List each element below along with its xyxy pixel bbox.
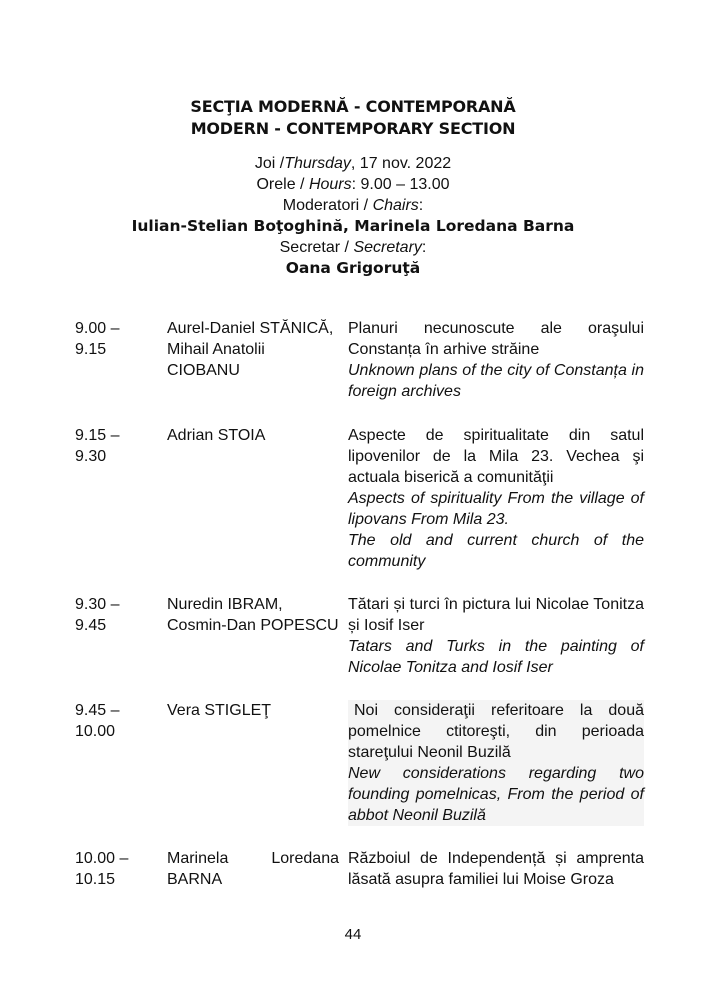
secretary-ro: Secretar / <box>279 239 354 256</box>
secretary-colon: : <box>421 239 427 256</box>
program-entry <box>75 848 662 890</box>
author-line: Mihail Anatolii <box>167 341 265 358</box>
time-end: 9.15 <box>75 341 107 358</box>
time-slot <box>75 425 167 572</box>
section-title-ro: SECŢIA MODERNĂ - CONTEMPORANĂ <box>190 97 516 116</box>
paper-title-ro: Tătari și turci în pictura lui Nicolae Tonitza și Iosif Iser <box>348 596 644 634</box>
paper-title-en: Unknown plans of the city of Constanța in foreign archives <box>348 362 644 400</box>
time-end: 10.00 <box>75 723 116 740</box>
session-hours <box>0 174 706 195</box>
program-entry <box>75 594 662 678</box>
secretary-en: Secretary <box>353 239 422 256</box>
time-start: 9.15 – <box>75 427 120 444</box>
time-slot <box>75 848 167 890</box>
secretary-label <box>0 237 706 258</box>
program-list <box>75 318 662 890</box>
authors <box>167 425 348 572</box>
session-info <box>0 153 706 279</box>
program-entry <box>75 318 662 402</box>
paper-title-en: The old and current church of the community <box>348 532 644 570</box>
time-slot <box>75 594 167 678</box>
time-start: 9.00 – <box>75 320 120 337</box>
chairs-label <box>0 195 706 216</box>
paper-title-en: Aspects of spirituality From the village of lipovans From Mila 23. <box>348 490 644 528</box>
paper-title <box>348 848 644 890</box>
date-value: , 17 nov. 2022 <box>350 155 452 172</box>
session-date <box>0 153 706 174</box>
paper-title-ro: Aspecte de spiritualitate din satul lipovenilor de la Mila 23. Vechea şi actuala biserică a comunităţii <box>348 427 644 486</box>
paper-title <box>348 318 644 402</box>
author-line: Aurel-Daniel STĂNICĂ, <box>167 320 334 337</box>
authors <box>167 700 348 826</box>
paper-title-ro: Planuri necunoscute ale oraşului Constanța în arhive străine <box>348 320 644 358</box>
page-number: 44 <box>344 926 362 943</box>
paper-title <box>348 594 644 678</box>
hours-value: : 9.00 – 13.00 <box>351 176 450 193</box>
author-line: Marinela Loredana <box>167 850 339 867</box>
time-end: 9.30 <box>75 448 107 465</box>
paper-title <box>348 700 644 826</box>
hours-ro: Orele / <box>256 176 309 193</box>
paper-title-ro: Noi consideraţii referitoare la două pomelnice ctitoreşti, din perioada stareţului Neonil Buzilă <box>348 702 644 761</box>
author-line: CIOBANU <box>167 362 240 379</box>
paper-title-en: Tatars and Turks in the painting of Nicolae Tonitza and Iosif Iser <box>348 638 644 676</box>
time-slot <box>75 318 167 402</box>
authors <box>167 848 339 890</box>
paper-title <box>348 425 644 572</box>
author-line: Vera STIGLEŢ <box>167 702 272 719</box>
authors <box>167 594 348 678</box>
time-start: 9.45 – <box>75 702 120 719</box>
author-line: Adrian STOIA <box>167 427 266 444</box>
paper-title-en: New considerations regarding two founding pomelnicas, From the period of abbot Neonil Buzilă <box>348 765 644 824</box>
time-start: 10.00 – <box>75 850 129 867</box>
program-entry <box>75 425 662 572</box>
time-end: 10.15 <box>75 871 116 888</box>
program-header <box>0 96 706 279</box>
chairs-ro: Moderatori / <box>282 197 373 214</box>
chairs-colon: : <box>418 197 424 214</box>
chairs-names: Iulian-Stelian Boţoghină, Marinela Loredana Barna <box>131 217 575 235</box>
author-line: Nuredin IBRAM, <box>167 596 283 613</box>
author-line: BARNA <box>167 871 223 888</box>
authors <box>167 318 348 402</box>
day-en: Thursday <box>284 155 351 172</box>
author-line: Cosmin-Dan POPESCU <box>167 617 339 634</box>
time-slot <box>75 700 167 826</box>
chairs-en: Chairs <box>372 197 419 214</box>
secretary-name: Oana Grigoruţă <box>285 259 421 277</box>
section-title-en: MODERN - CONTEMPORARY SECTION <box>190 119 516 138</box>
program-entry <box>75 700 662 826</box>
time-start: 9.30 – <box>75 596 120 613</box>
paper-title-ro: Războiul de Independență și amprenta lăsată asupra familiei lui Moise Groza <box>348 850 644 888</box>
time-end: 9.45 <box>75 617 107 634</box>
hours-en: Hours <box>308 176 352 193</box>
day-ro: Joi / <box>254 155 285 172</box>
